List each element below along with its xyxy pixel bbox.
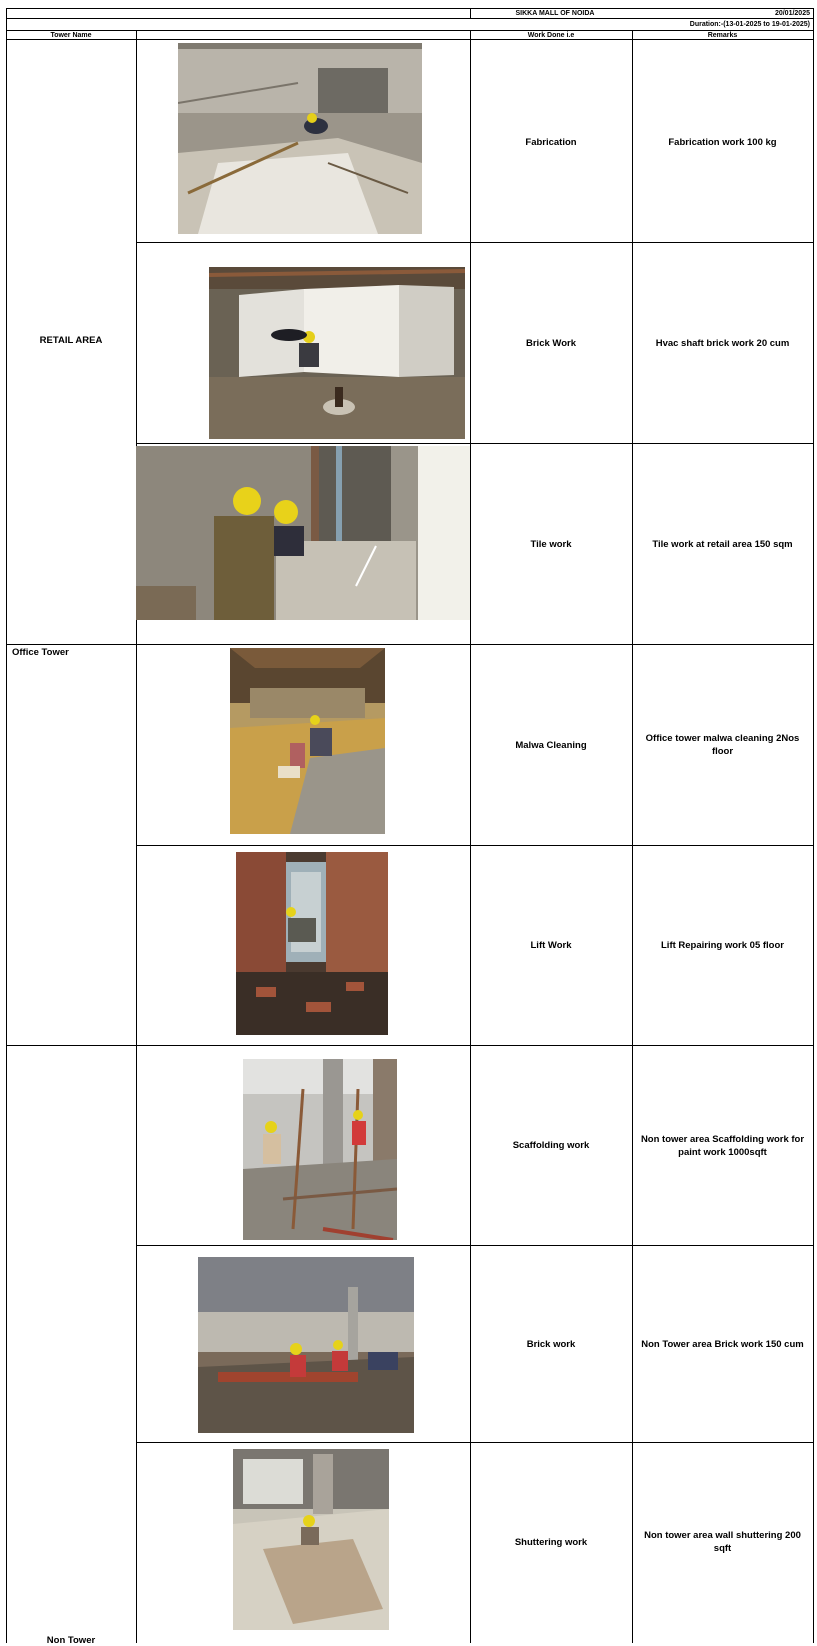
table-right-border	[813, 8, 814, 1643]
site-photo-fabrication	[178, 43, 422, 234]
remarks-cell: Office tower malwa cleaning 2Nos floor	[645, 733, 800, 757]
group-label-non-tower: Non Tower	[46, 1635, 96, 1646]
group-label-office: Office Tower	[12, 647, 69, 658]
site-photo-brick-work-non-tower	[198, 1257, 414, 1433]
work-cell: Brick Work	[526, 337, 576, 349]
remarks-cell: Hvac shaft brick work 20 cum	[655, 337, 790, 349]
remarks-cell: Non tower area wall shuttering 200 sqft	[644, 1530, 801, 1554]
header-divider	[6, 18, 813, 19]
group-label-retail: RETAIL AREA	[39, 335, 103, 346]
table-left-border	[6, 8, 7, 1643]
site-photo-brick-work	[209, 267, 465, 439]
site-photo-tile-work	[136, 446, 470, 620]
remarks-cell: Non Tower area Brick work 150 cum	[641, 1338, 804, 1350]
site-photo-shuttering-work	[233, 1449, 389, 1630]
work-cell: Shuttering work	[514, 1536, 588, 1548]
remarks-cell: Non tower area Scaffolding work for paint work 1000sqft	[640, 1133, 805, 1158]
site-photo-lift-work	[236, 852, 388, 1035]
work-cell: Tile work	[530, 538, 572, 550]
remarks-cell: Lift Repairing work 05 floor	[661, 940, 784, 951]
col-header-tower: Tower Name	[50, 32, 92, 39]
remarks-cell: Fabrication work 100 kg	[668, 137, 777, 148]
work-cell: Fabrication	[525, 137, 577, 148]
work-cell: Lift Work	[530, 940, 572, 951]
duration-label: Duration:-(13-01-2025 to 19-01-2025)	[689, 21, 810, 28]
work-cell: Scaffolding work	[512, 1140, 590, 1151]
work-cell: Malwa Cleaning	[515, 739, 587, 751]
report-date: 20/01/2025	[774, 10, 810, 17]
work-cell: Brick work	[526, 1338, 576, 1350]
col-divider-photo	[136, 30, 137, 1643]
remarks-cell: Tile work at retail area 150 sqm	[652, 538, 793, 550]
project-title: SIKKA MALL OF NOIDA	[515, 10, 595, 17]
site-photo-scaffolding-work	[243, 1059, 397, 1240]
col-header-remarks: Remarks	[707, 32, 738, 39]
col-header-work: Work Done i.e	[527, 32, 575, 39]
site-photo-malwa-cleaning	[230, 648, 385, 834]
